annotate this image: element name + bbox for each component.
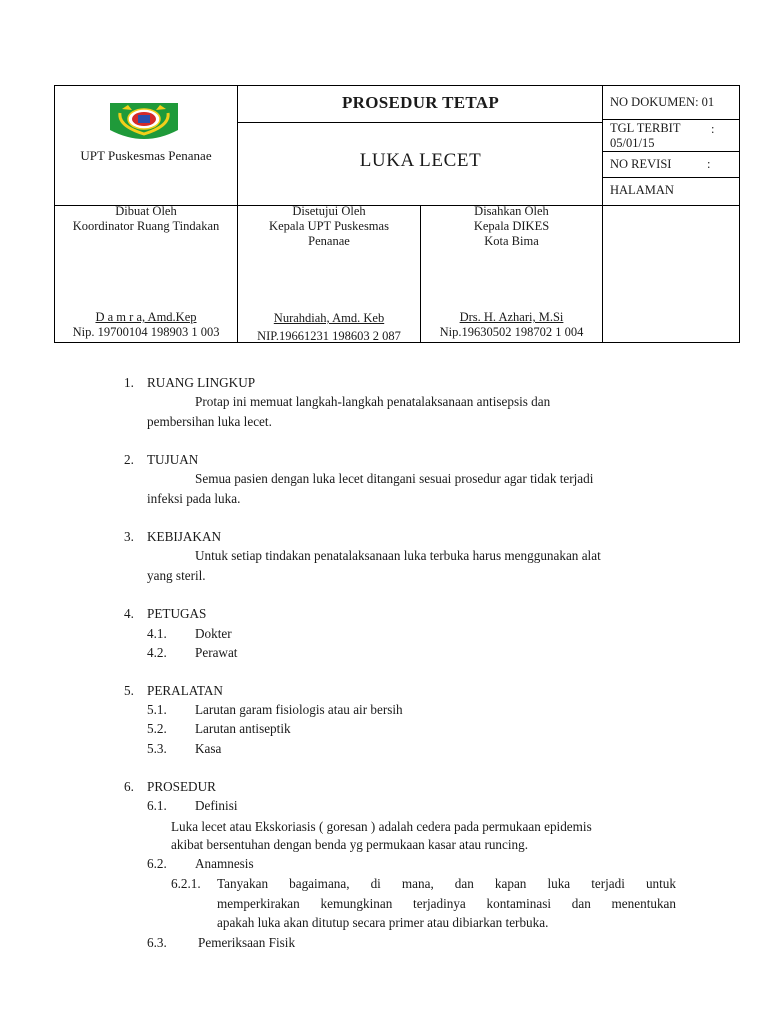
section-number: 4. [124,606,134,621]
section-heading: RUANG LINGKUP [147,375,256,390]
list-item: Anamnesis [195,856,254,871]
tgl-terbit-value: 05/01/15 [610,136,655,150]
signature-role-line: Penanae [308,234,350,248]
section-heading: TUJUAN [147,452,199,467]
section-heading: PERALATAN [147,683,223,698]
list-item-number: 5.3. [147,741,167,756]
list-item: Kasa [195,741,222,756]
sub-item-paragraph: apakah luka akan ditutup secara primer atau dibiarkan terbuka. [217,915,549,930]
signature-role-line: Kepala UPT Puskesmas [269,219,389,233]
section-number: 2. [124,452,134,467]
signature-role-line: Koordinator Ruang Tindakan [72,219,220,233]
list-item-number: 6.2. [147,856,167,871]
halaman-label: HALAMAN [610,183,674,197]
list-item-number: 5.2. [147,721,167,736]
section-heading: PETUGAS [147,606,207,621]
list-item: Larutan garam fisiologis atau air bersih [195,702,403,717]
list-item-number: 5.1. [147,702,167,717]
list-item-number: 4.2. [147,645,167,660]
signature-role-line: Dibuat Oleh [115,204,177,218]
tgl-terbit-colon: : [711,122,715,136]
section-paragraph: Protap ini memuat langkah-langkah penatalaksanaan antisepsis dan [195,394,551,409]
section-paragraph: pembersihan luka lecet. [147,414,272,429]
list-item: Larutan antiseptik [195,721,291,736]
signature-nip: Nip.19630502 198702 1 004 [439,325,584,339]
signature-nip: Nip. 19700104 198903 1 003 [72,325,220,339]
list-item: Perawat [195,645,238,660]
list-item: Pemeriksaan Fisik [198,935,296,950]
no-revisi-colon: : [707,157,711,171]
section-paragraph: infeksi pada luka. [147,491,241,506]
list-item-number: 4.1. [147,626,167,641]
section-number: 1. [124,375,134,390]
no-revisi-label: NO REVISI [610,157,672,171]
signature-role-line: Kota Bima [484,234,539,248]
no-dokumen: NO DOKUMEN: 01 [610,95,715,109]
signature-role-line: Disahkan Oleh [474,204,549,218]
signature-name: Nurahdiah, Amd. Keb [273,311,385,325]
list-item-number: 6.1. [147,798,167,813]
sub-item-paragraph: Tanyakan bagaimana, di mana, dan kapan luka terjadi untuk [217,876,676,891]
section-heading: KEBIJAKAN [147,529,221,544]
doc-type-title: PROSEDUR TETAP [341,93,500,112]
section-number: 5. [124,683,134,698]
section-paragraph: Untuk setiap tindakan penatalaksanaan luka terbuka harus menggunakan alat [195,548,601,563]
organization-logo [108,100,180,144]
section-paragraph: Semua pasien dengan luka lecet ditangani sesuai prosedur agar tidak terjadi [195,471,594,486]
signature-name: Drs. H. Azhari, M.Si [459,310,564,324]
section-number: 6. [124,779,134,794]
definition-paragraph: Luka lecet atau Ekskoriasis ( goresan ) adalah cedera pada permukaan epidemis [171,819,592,834]
signature-role-line: Disetujui Oleh [292,204,366,218]
signature-name: D a m r a, Amd.Kep [95,310,197,324]
list-item-number: 6.3. [147,935,167,950]
list-item: Dokter [195,626,232,641]
tgl-terbit-label: TGL TERBIT [610,121,681,135]
section-number: 3. [124,529,134,544]
section-paragraph: yang steril. [147,568,206,583]
doc-title: LUKA LECET [359,150,482,171]
organization-name: UPT Puskesmas Penanae [80,148,212,163]
sub-item-paragraph: memperkirakan kemungkinan terjadinya kontaminasi dan menentukan [217,896,676,911]
sub-item-number: 6.2.1. [171,876,201,891]
list-item: Definisi [195,798,238,813]
section-heading: PROSEDUR [147,779,216,794]
definition-paragraph: akibat bersentuhan dengan benda yg permukaan kasar atau runcing. [171,837,529,852]
signature-nip: NIP.19661231 198603 2 087 [257,329,401,343]
signature-role-line: Kepala DIKES [473,219,550,233]
